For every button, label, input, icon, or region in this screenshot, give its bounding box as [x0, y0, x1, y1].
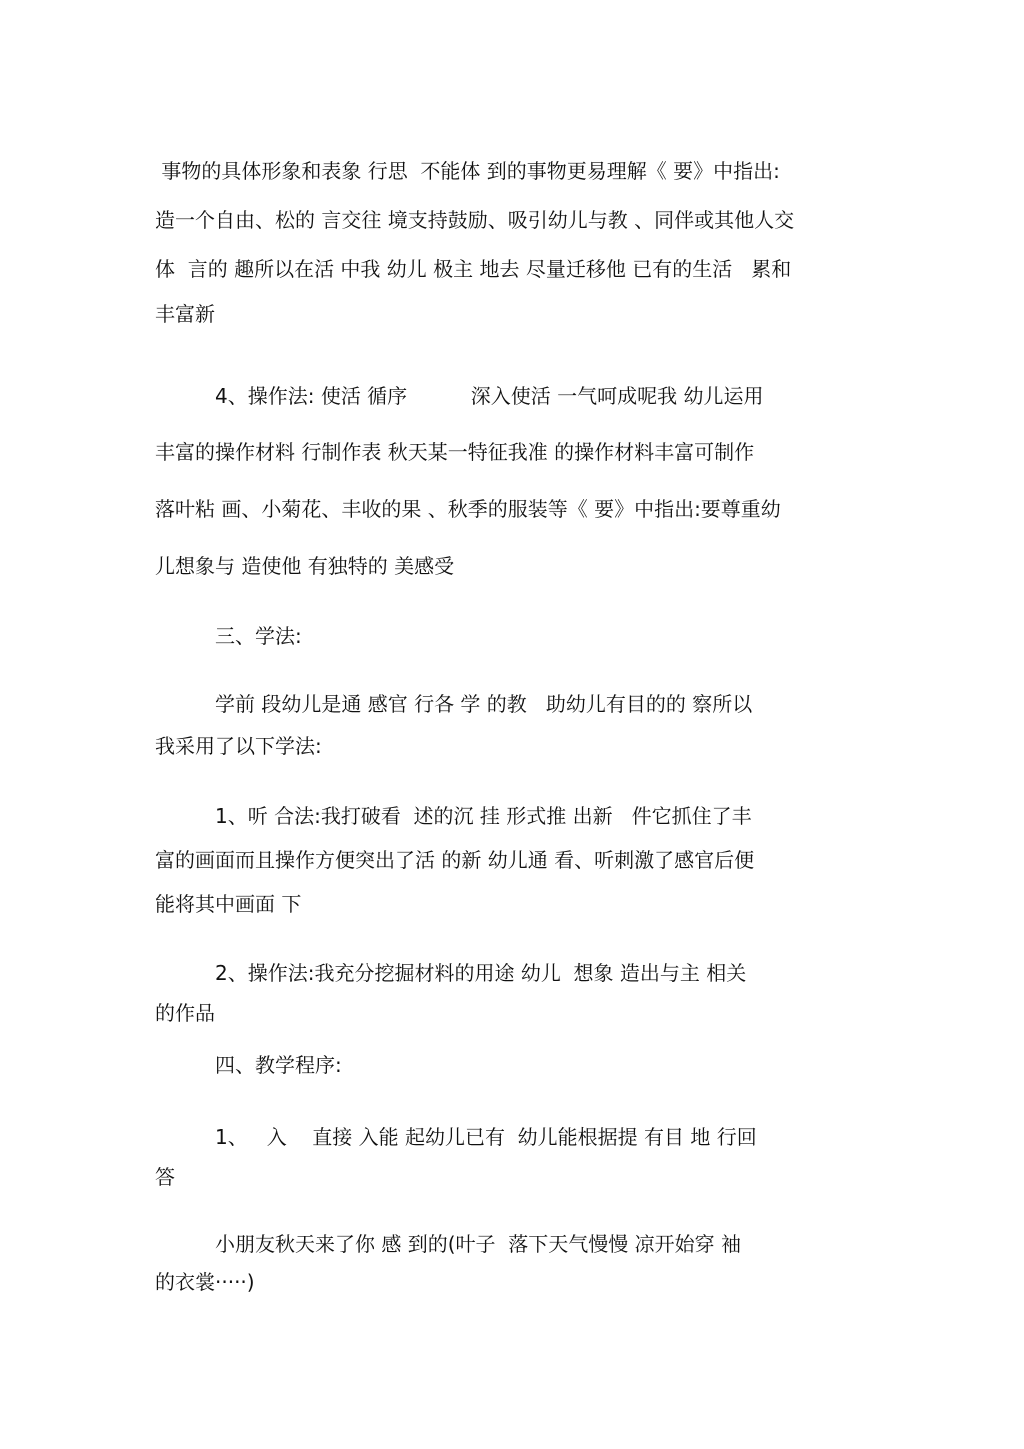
text-line: 小朋友秋天来了你 感 到的(叶子 落下天气慢慢 凉开始穿 袖	[215, 1232, 741, 1256]
text-line: 体 言的 趣所以在活 中我 幼儿 极主 地去 尽量迁移他 已有的生活 累和	[155, 257, 792, 281]
text-line: 我采用了以下学法:	[155, 734, 322, 758]
text-line: 答	[155, 1165, 175, 1189]
text-line: 丰富新	[155, 302, 215, 326]
text-line: 事物的具体形象和表象 行思 不能体 到的事物更易理解《 要》中指出:	[155, 159, 780, 183]
text-line: 4、操作法: 使活 循序 深入使活 一气呵成呢我 幼儿运用	[215, 384, 764, 408]
text-line: 2、操作法:我充分挖掘材料的用途 幼儿 想象 造出与主 相关	[215, 961, 747, 985]
text-line: 1、听 合法:我打破看 述的沉 挂 形式推 出新 件它抓住了丰	[215, 804, 752, 828]
text-line: 落叶粘 画、小菊花、丰收的果 、秋季的服装等《 要》中指出:要尊重幼	[155, 497, 781, 521]
text-line: 儿想象与 造使他 有独特的 美感受	[155, 554, 455, 578]
text-line: 丰富的操作材料 行制作表 秋天某一特征我准 的操作材料丰富可制作	[155, 440, 755, 464]
text-line: 的衣裳·····)	[155, 1270, 255, 1294]
text-line: 1、 入 直接 入能 起幼儿已有 幼儿能根据提 有目 地 行回	[215, 1125, 757, 1149]
text-line: 造一个自由、松的 言交往 境支持鼓励、吸引幼儿与教 、同伴或其他人交	[155, 208, 795, 232]
text-line: 的作品	[155, 1001, 215, 1025]
text-line: 富的画面而且操作方便突出了活 的新 幼儿通 看、听刺激了感官后便	[155, 848, 755, 872]
text-line: 能将其中画面 下	[155, 892, 302, 916]
section-heading: 三、学法:	[215, 624, 302, 648]
section-heading: 四、教学程序:	[215, 1053, 342, 1077]
text-line: 学前 段幼儿是通 感官 行各 学 的教 助幼儿有目的的 察所以	[215, 692, 753, 716]
